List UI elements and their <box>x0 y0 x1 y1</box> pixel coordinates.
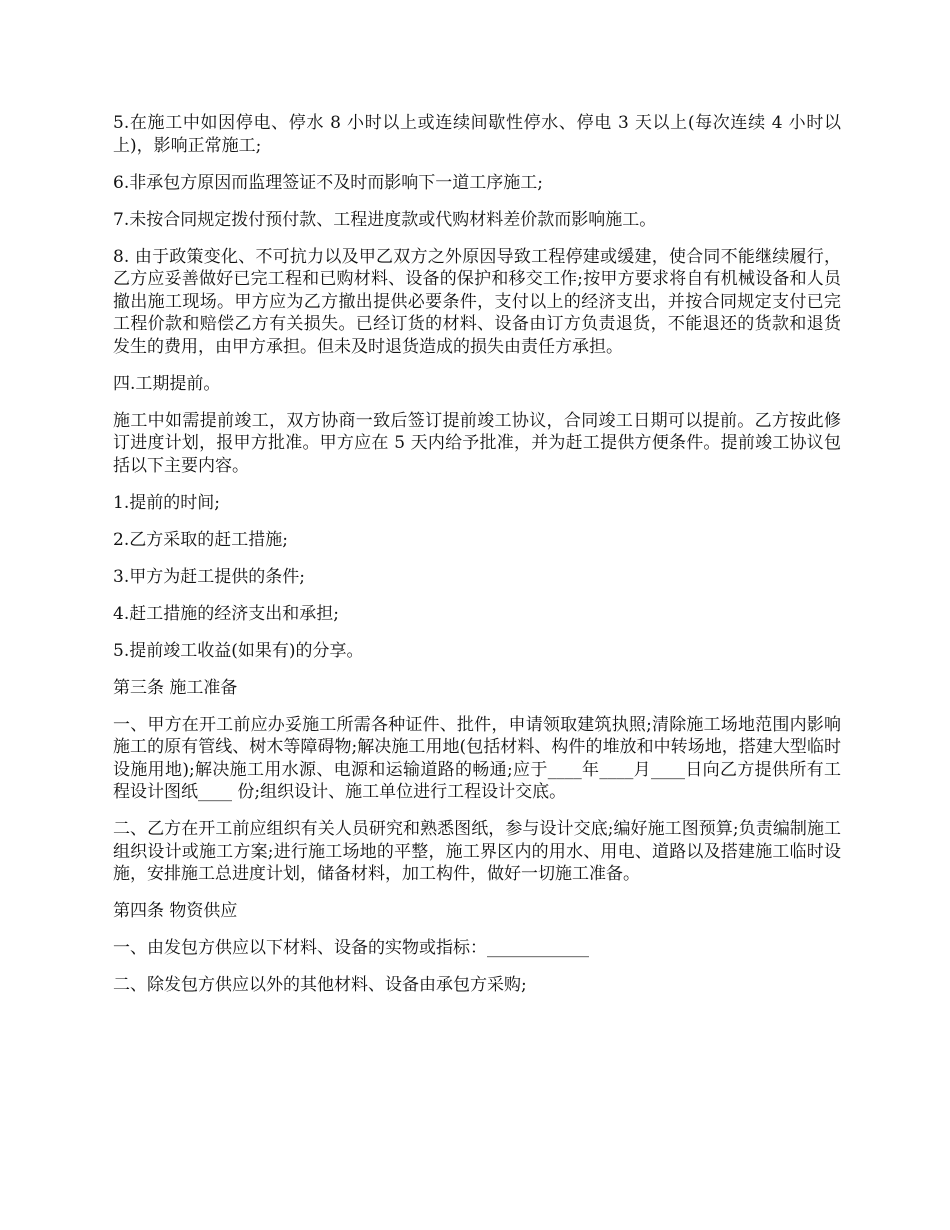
list-item-rush-measures: 2.乙方采取的赶工措施; <box>113 529 288 550</box>
document-page <box>113 112 841 1011</box>
article-heading-material-supply: 第四条 物资供应 <box>113 901 238 921</box>
section-heading-early-completion: 四.工期提前。 <box>113 373 221 394</box>
list-item-party-a-conditions: 3.甲方为赶工提供的条件; <box>113 566 305 587</box>
paragraph-clause-8-suspension: 8. 由于政策变化、不可抗力以及甲乙双方之外原因导致工程停建或缓建，使合同不能继续履行，乙方应妥善做好已完工程和已购材料、设备的保护和移交工作;按甲方要求将自有机械设备和人员撤出施工现场。甲方应为乙方撤出提供必要条件，支付以上的经济支出，并按合同规定支付已完工程价款和赔偿乙方有关损失。已经订货的材料、设备由订方负责退货，不能退还的货款和退货发生的费用，由甲方承担。但未及时退货造成的损失由责任方承担。 <box>113 246 841 357</box>
paragraph-contractor-procured-materials: 二、除发包方供应以外的其他材料、设备由承包方采购; <box>113 975 527 995</box>
paragraph-early-completion-agreement: 施工中如需提前竣工，双方协商一致后签订提前竣工协议，合同竣工日期可以提前。乙方按此修订进度计划，报甲方批准。甲方应在 5 天内给予批准，并为赶工提供方便条件。提前竣工协议包括以下主要内容。 <box>113 410 841 476</box>
paragraph-employer-supplied-materials: 一、由发包方供应以下材料、设备的实物或指标：____________ <box>113 938 589 958</box>
paragraph-party-b-preparation: 二、乙方在开工前应组织有关人员研究和熟悉图纸，参与设计交底;编好施工图预算;负责编制施工组织设计或施工方案;进行施工场地的平整，施工界区内的用水、用电、道路以及搭建施工临时设施，安排施工总进度计划，储备材料，加工构件，做好一切施工准备。 <box>113 819 841 884</box>
paragraph-clause-5-power-water-outage: 5.在施工中如因停电、停水 8 小时以上或连续间歇性停水、停电 3 天以上(每次连续 4 小时以上)，影响正常施工; <box>113 113 841 156</box>
paragraph-party-a-preparation: 一、甲方在开工前应办妥施工所需各种证件、批件，申请领取建筑执照;清除施工场地范围内影响施工的原有管线、树木等障碍物;解决施工用地(包括材料、构件的堆放和中转场地，搭建大型临时设施用地);解决施工用水源、电源和运输道路的畅通;应于____年____月____日向乙方提供所有工程设计图纸____ 份;组织设计、施工单位进行工程设计交底。 <box>113 714 841 802</box>
paragraph-clause-7-payment-delay: 7.未按合同规定拨付预付款、工程进度款或代购材料差价款而影响施工。 <box>113 209 657 230</box>
article-heading-construction-preparation: 第三条 施工准备 <box>113 677 238 698</box>
list-item-profit-sharing: 5.提前竣工收益(如果有)的分享。 <box>113 640 364 661</box>
list-item-advance-time: 1.提前的时间; <box>113 492 220 513</box>
paragraph-clause-6-supervision-delay: 6.非承包方原因而监理签证不及时而影响下一道工序施工; <box>113 172 543 193</box>
list-item-rush-costs: 4.赶工措施的经济支出和承担; <box>113 603 339 624</box>
